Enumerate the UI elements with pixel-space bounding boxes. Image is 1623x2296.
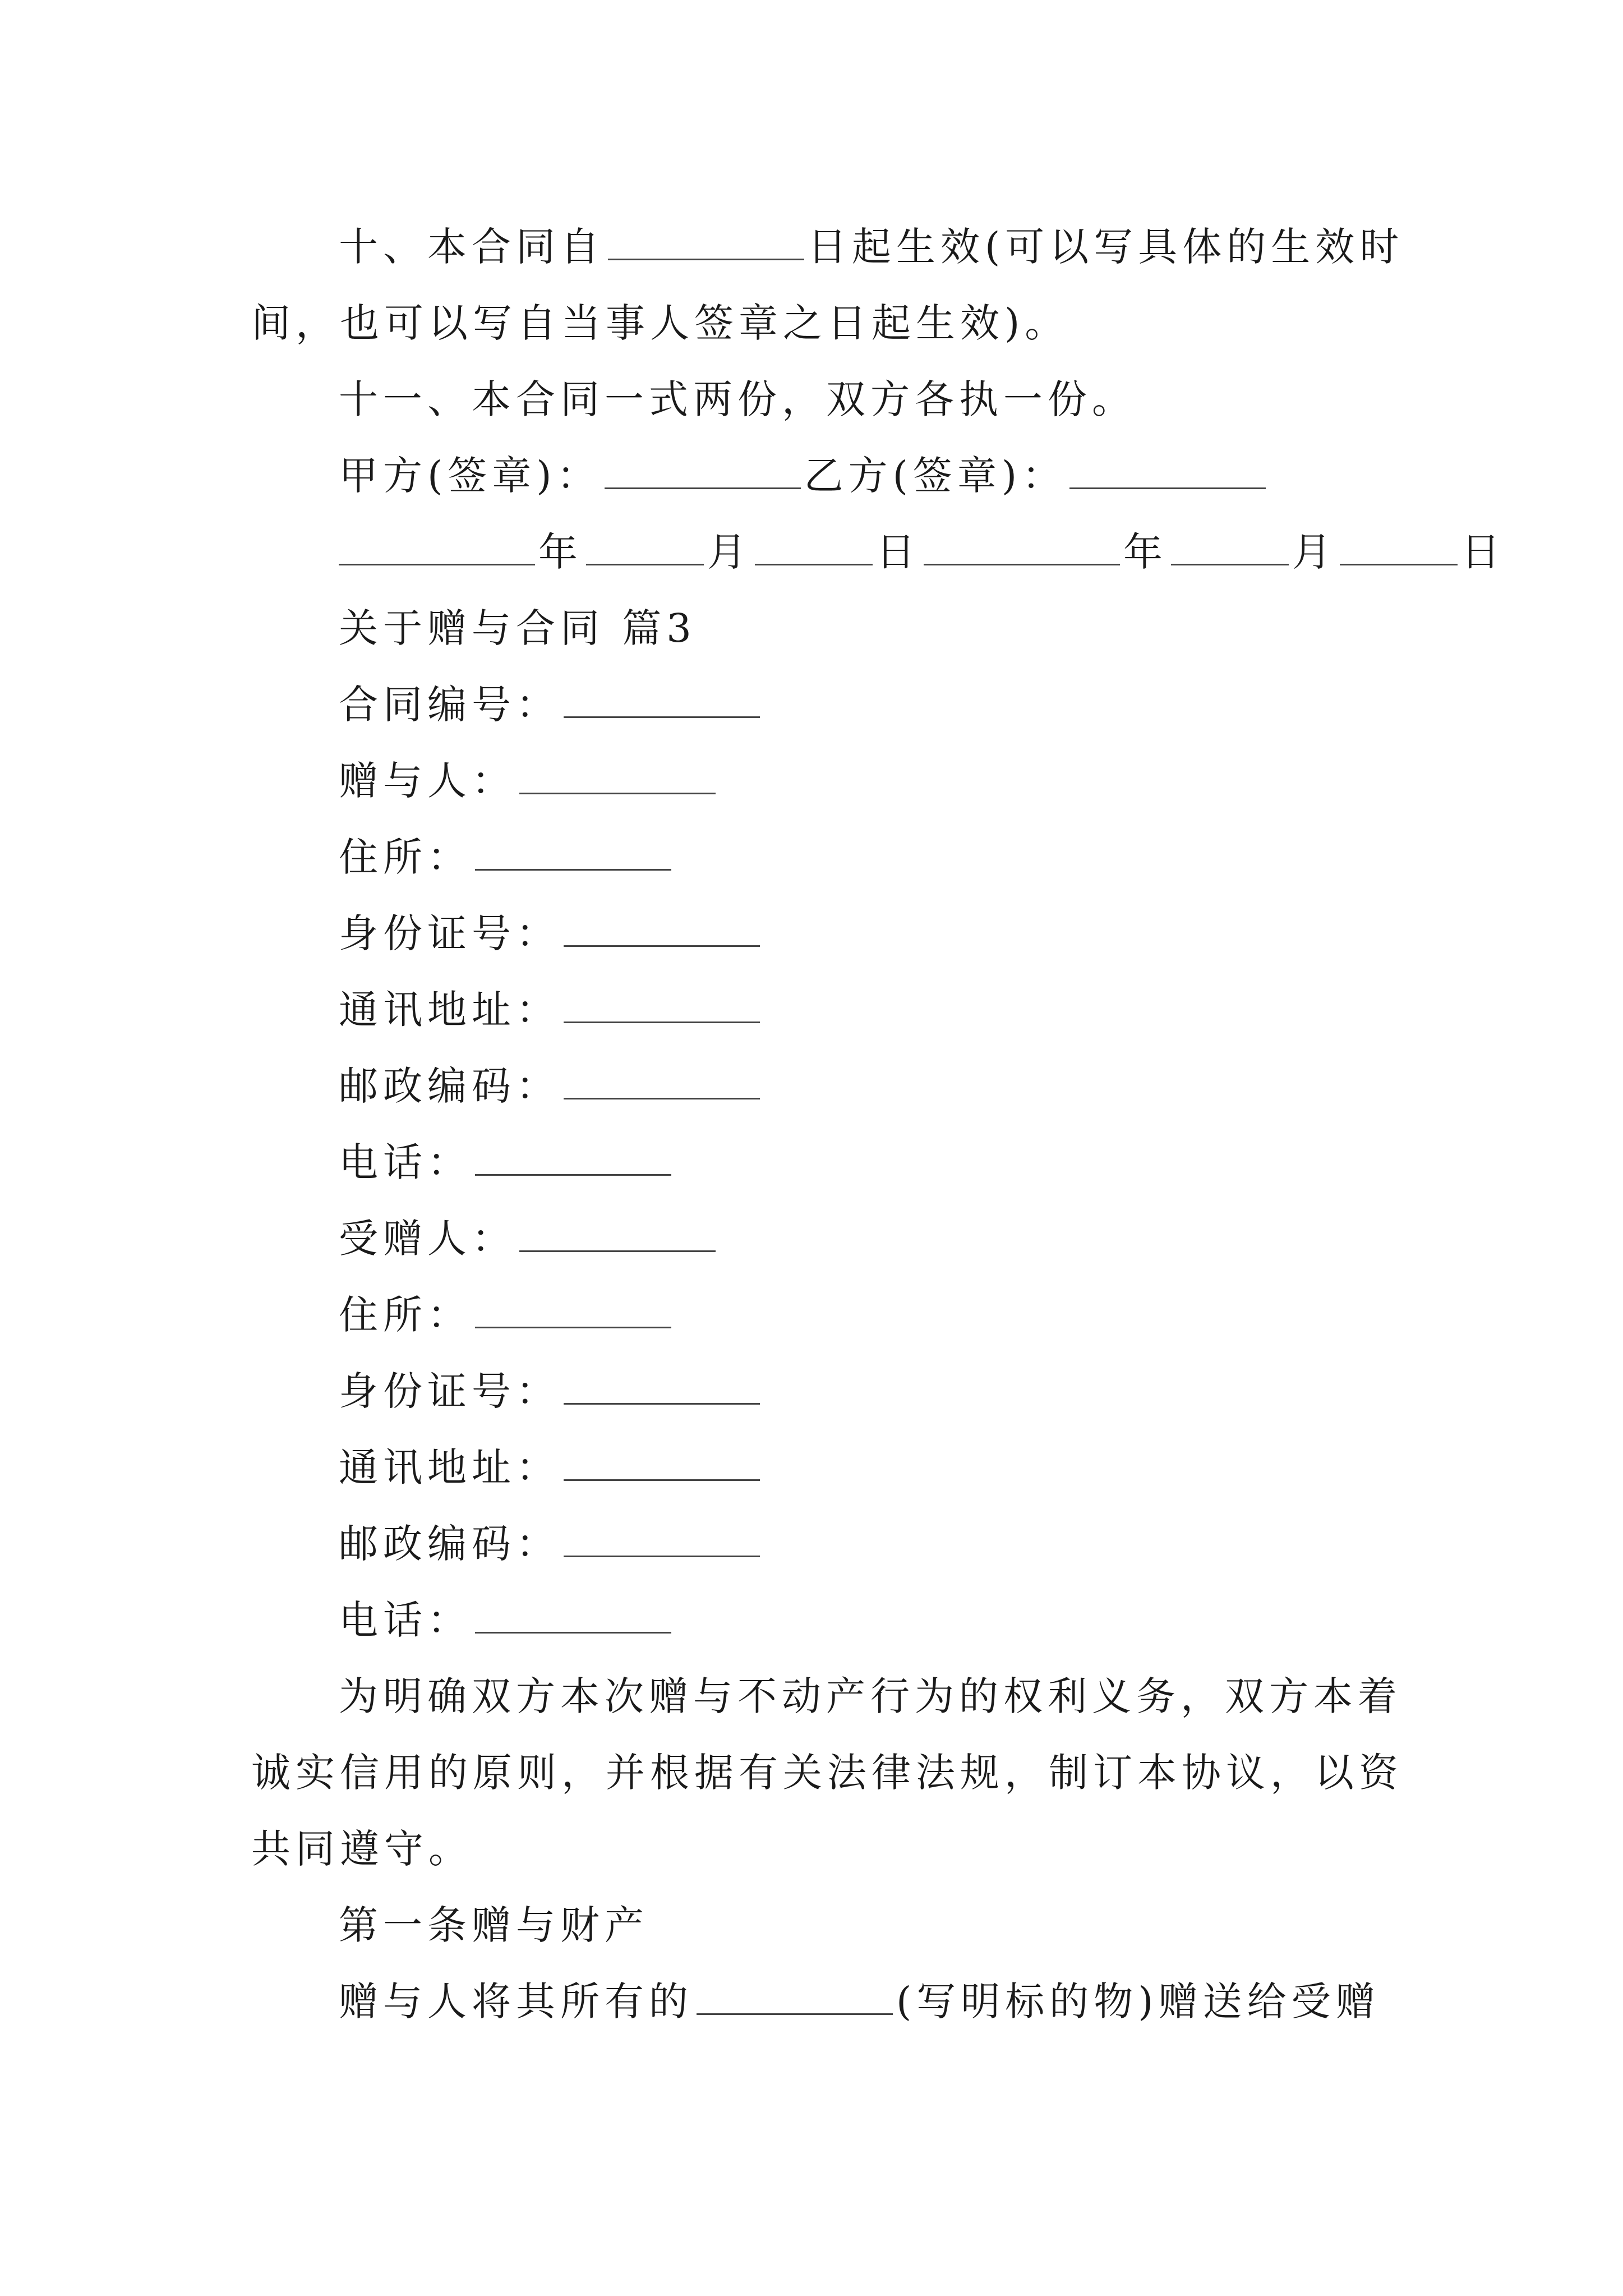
donor-postal-label: 邮政编码：	[339, 1063, 560, 1109]
article-1-text-cont: (写明标的物)赠送给受赠	[896, 1978, 1380, 2024]
donee-phone-label: 电话：	[339, 1597, 472, 1643]
donee-blank	[519, 1217, 716, 1252]
preamble-line-3	[251, 1811, 1384, 1887]
effective-date-blank	[608, 225, 804, 260]
clause-10-text: 十、本合同自	[339, 224, 605, 270]
donee-row	[251, 1200, 1384, 1277]
party-a-year-blank	[339, 530, 535, 565]
donor-postal-blank	[564, 1064, 760, 1099]
donor-mailing-blank	[564, 988, 760, 1023]
party-b-label: 乙方(签章)：	[804, 453, 1067, 499]
donor-blank	[519, 759, 716, 794]
donee-address-row	[251, 1277, 1384, 1353]
donor-id-row	[251, 895, 1384, 972]
donee-phone-row	[251, 1582, 1384, 1658]
donee-postal-label: 邮政编码：	[339, 1521, 560, 1567]
clause-10-line-1	[251, 209, 1404, 285]
clause-11-text: 十一、本合同一式两份，双方各执一份。	[339, 376, 1136, 422]
day-label: 日	[876, 529, 920, 575]
donee-id-label: 身份证号：	[339, 1368, 560, 1414]
donee-label: 受赠人：	[339, 1216, 516, 1262]
contract-number-blank	[564, 683, 760, 718]
year-label-b: 年	[1123, 529, 1168, 575]
donee-mailing-blank	[564, 1446, 760, 1481]
signature-date-line	[251, 514, 1505, 590]
day-label-b: 日	[1461, 529, 1505, 575]
clause-10-text-cont: 日起生效(可以写具体的生效时	[808, 224, 1404, 270]
preamble-line-1	[251, 1658, 1402, 1734]
party-a-label: 甲方(签章)：	[339, 453, 601, 499]
donee-address-label: 住所：	[339, 1292, 472, 1338]
donor-phone-blank	[475, 1140, 671, 1176]
section-heading-text: 关于赠与合同 篇3	[339, 605, 697, 651]
party-b-month-blank	[1171, 530, 1289, 565]
donor-id-label: 身份证号：	[339, 910, 560, 956]
section-heading	[251, 590, 1384, 666]
party-b-day-blank	[1340, 530, 1458, 565]
clause-11	[251, 361, 1384, 438]
donor-address-label: 住所：	[339, 834, 472, 880]
contract-number-row	[251, 666, 1384, 743]
month-label-b: 月	[1292, 529, 1336, 575]
donee-postal-blank	[564, 1522, 760, 1557]
donee-id-blank	[564, 1369, 760, 1405]
donor-id-blank	[564, 912, 760, 947]
preamble-text-1: 为明确双方本次赠与不动产行为的权利义务，双方本着	[339, 1673, 1402, 1719]
donor-address-blank	[475, 835, 671, 871]
party-a-day-blank	[755, 530, 873, 565]
donor-phone-label: 电话：	[339, 1139, 472, 1185]
donor-phone-row	[251, 1124, 1384, 1200]
article-1-text: 赠与人将其所有的	[339, 1978, 693, 2024]
signature-line	[251, 438, 1384, 514]
article-1-title-text: 第一条赠与财产	[339, 1902, 649, 1948]
preamble-text-2: 诚实信用的原则，并根据有关法律法规，制订本协议，以资	[251, 1750, 1403, 1796]
article-1-title	[251, 1887, 1384, 1963]
preamble-text-3: 共同遵守。	[251, 1826, 473, 1872]
donee-id-row	[251, 1353, 1384, 1429]
donor-address-row	[251, 819, 1384, 895]
donee-postal-row	[251, 1506, 1384, 1582]
year-label: 年	[538, 529, 583, 575]
donor-mailing-row	[251, 972, 1384, 1048]
party-b-blank	[1069, 454, 1266, 489]
clause-10-line-2	[251, 285, 1384, 361]
donee-address-blank	[475, 1293, 671, 1328]
month-label: 月	[707, 529, 751, 575]
donee-phone-blank	[475, 1598, 671, 1634]
donee-mailing-label: 通讯地址：	[339, 1444, 560, 1490]
party-a-month-blank	[586, 530, 704, 565]
donor-postal-row	[251, 1048, 1384, 1124]
document-page	[251, 209, 1505, 2040]
donor-label: 赠与人：	[339, 758, 516, 804]
party-b-year-blank	[924, 530, 1120, 565]
donor-row	[251, 743, 1384, 819]
party-a-blank	[605, 454, 801, 489]
preamble-line-2	[251, 1734, 1403, 1811]
donor-mailing-label: 通讯地址：	[339, 987, 560, 1033]
gift-object-blank	[697, 1980, 893, 2015]
donee-mailing-row	[251, 1429, 1384, 1506]
article-1-line	[251, 1963, 1384, 2040]
contract-number-label: 合同编号：	[339, 682, 560, 728]
clause-10-continuation: 间，也可以写自当事人签章之日起生效)。	[251, 300, 1069, 346]
